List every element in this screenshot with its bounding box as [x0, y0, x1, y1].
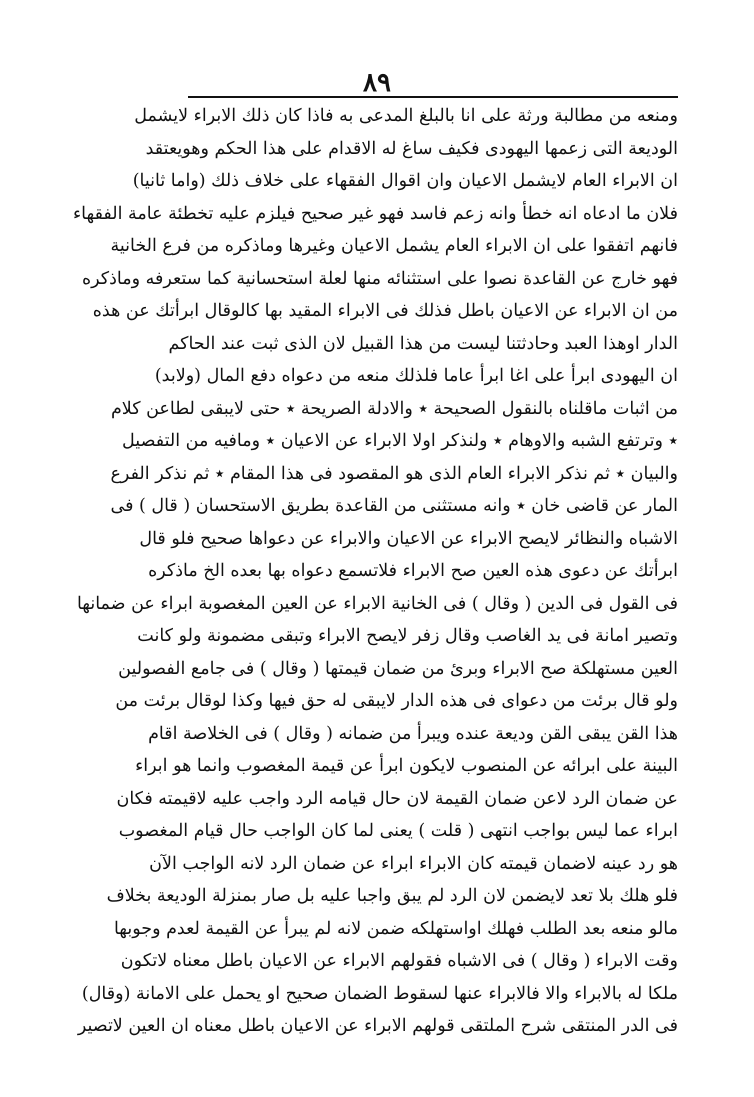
text-line: ان الابراء العام لايشمل الاعيان وان اقوال الفقهاء على خلاف ذلك (واما ثانيا): [132, 171, 678, 191]
text-line: العين مستهلكة صح الابراء وبرئ من ضمان قيمتها ( وقال ) فى جامع الفصولين: [118, 658, 678, 679]
text-line: الاشباه والنظائر لايصح الابراء عن الاعيان والابراء عن دعواها صحيح فلو قال: [139, 528, 678, 549]
text-line: وتصير امانة فى يد الغاصب وقال زفر لايصح الابراء وتبقى مضمونة ولو كانت: [137, 626, 678, 646]
text-line: فلو هلك بلا تعد لايضمن لان الرد لم يبق واجبا عليه بل صار بمنزلة الوديعة بخلاف: [106, 886, 678, 906]
body-text: [0, 100, 754, 1040]
text-line: ولو قال برئت من دعواى فى هذه الدار لايبقى له حق فيها وكذا لوقال برئت من: [115, 691, 678, 711]
text-line: عن ضمان الرد لاعن ضمان القيمة لان حال قيامه الرد واجب عليه لاقيمته فكان: [116, 788, 678, 809]
text-line: هو رد عينه لاضمان قيمته كان الابراء ابراء عن ضمان الرد لانه الواجب الآن: [149, 853, 678, 874]
text-line: من ان الابراء عن الاعيان باطل فذلك فى الابراء المقيد بها كالوقال ابرأتك عن هذه: [92, 301, 678, 321]
text-line: الدار اوهذا العبد وحادثتنا ليست من هذا القبيل لان الذى ثبت عند الحاكم: [168, 333, 678, 354]
text-line: من اثبات ماقلناه بالنقول الصحيحة ٭ والادلة الصريحة ٭ حتى لايبقى لطاعن كلام: [110, 398, 678, 419]
text-line: المار عن قاضى خان ٭ وانه مستثنى من القاعدة بطريق الاستحسان ( قال ) فى: [110, 496, 678, 516]
header-rule: [188, 96, 678, 98]
text-line: هذا القن يبقى القن وديعة عنده ويبرأ من ضمانه ( وقال ) فى الخلاصة اقام: [148, 723, 678, 744]
text-line: الوديعة التى زعمها اليهودى فكيف ساغ له الاقدام على هذا الحكم وهويعتقد: [145, 138, 678, 159]
page-number: ٨٩: [363, 68, 391, 98]
text-line: ٭ وترتفع الشبه والاوهام ٭ ولنذكر اولا الابراء عن الاعيان ٭ ومافيه من التفصيل: [122, 431, 678, 451]
text-line: فانهم اتفقوا على ان الابراء العام يشمل الاعيان وغيرها وماذكره من فرع الخانية: [110, 236, 678, 256]
text-line: والبيان ٭ ثم نذكر الابراء العام الذى هو المقصود فى هذا المقام ٭ ثم نذكر الفرع: [110, 463, 678, 484]
text-line: ملكا له بالابراء والا فالابراء عنها لسقوط الضمان صحيح او يحمل على الامانة (وقال): [81, 983, 678, 1004]
text-line: فلان ما ادعاه انه خطأ وانه زعم فاسد فهو غير صحيح فيلزم عليه تخطئة عامة الفقهاء: [72, 203, 678, 224]
text-line: ومنعه من مطالبة ورثة على انا بالبلغ المدعى به فاذا كان ذلك الابراء لايشمل: [134, 106, 678, 126]
text-line: ان اليهودى ابرأ على اغا ابرأ عاما فلذلك منعه من دعواه دفع المال (ولابد): [154, 366, 678, 386]
text-line: فهو خارج عن القاعدة نصوا على استثنائه منها لعلة استحسانية كما ستعرفه وماذكره: [81, 268, 678, 289]
text-line: وقت الابراء ( وقال ) فى الاشباه فقولهم الابراء عن الاعيان باطل معناه لاتكون: [120, 951, 678, 971]
text-line: فى الدر المنتقى شرح الملتقى قولهم الابراء عن الاعيان باطل معناه ان العين لاتصير: [77, 1016, 678, 1036]
text-line: فى القول فى الدين ( وقال ) فى الخانية الابراء عن العين المغصوبة ابراء عن ضمانها: [76, 593, 678, 614]
text-line: ابراء عما ليس بواجب انتهى ( قلت ) يعنى لما كان الواجب حال قيام المغصوب: [118, 821, 678, 841]
text-line: ابرأتك عن دعوى هذه العين صح الابراء فلاتسمع دعواه بها بعده الخ ماذكره: [148, 561, 678, 581]
text-line: البينة على ابرائه عن المنصوب لايكون ابرأ عن قيمة المغصوب وانما هو ابراء: [135, 756, 678, 776]
text-line: مالو منعه بعد الطلب فهلك اواستهلكه ضمن لانه لم يبرأ عن القيمة لعدم وجوبها: [113, 918, 678, 939]
